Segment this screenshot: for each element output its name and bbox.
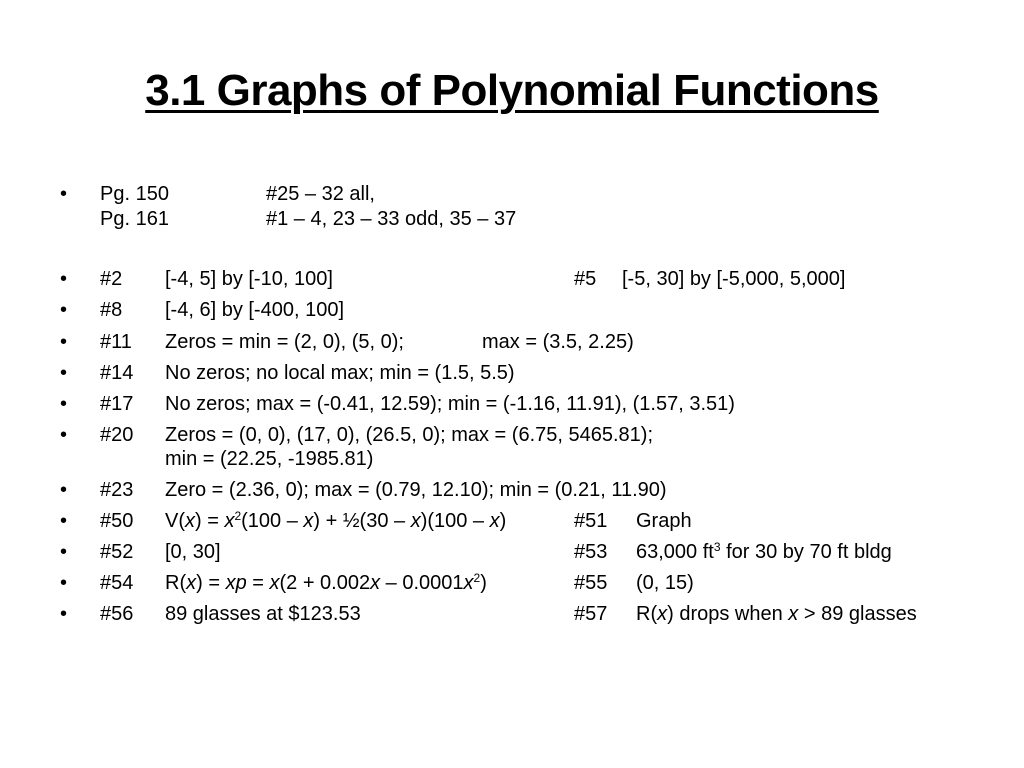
bullet-icon: • <box>60 362 68 384</box>
revenue-statement: R(x) drops when x > 89 glasses <box>636 603 917 625</box>
problem-answer: 89 glasses at $123.53 <box>165 603 361 625</box>
slide-title: 3.1 Graphs of Polynomial Functions <box>145 66 879 115</box>
problem-answer: [-5, 30] by [-5,000, 5,000] <box>622 268 846 290</box>
problem-number: #14 <box>100 362 134 384</box>
bullet-icon: • <box>60 299 68 321</box>
list-item <box>0 360 1024 386</box>
bullet-icon: • <box>60 393 68 415</box>
assignment-problems: #25 – 32 all, <box>266 183 375 205</box>
list-item-continuation <box>0 446 1024 472</box>
problem-number: #8 <box>100 299 123 321</box>
problem-answer: Zero = (2.36, 0); max = (0.79, 12.10); min = (0.21, 11.90) <box>165 479 667 501</box>
problem-answer: Zeros = (0, 0), (17, 0), (26.5, 0); max = (6.75, 5465.81); <box>165 424 654 446</box>
problem-number: #56 <box>100 603 134 625</box>
list-item <box>0 181 1024 207</box>
problem-number: #54 <box>100 572 134 594</box>
list-item <box>0 570 1024 596</box>
problem-answer: [0, 30] <box>165 541 221 563</box>
bullet-icon: • <box>60 479 68 501</box>
list-item <box>0 329 1024 355</box>
list-item <box>0 391 1024 417</box>
revenue-formula: R(x) = xp = $x(2 + 0.002x - 0.0001x^2)$ <box>165 571 487 594</box>
problem-answer: No zeros; no local max; min = (1.5, 5.5) <box>165 362 515 384</box>
list-item <box>0 601 1024 627</box>
problem-answer: [-4, 5] by [-10, 100] <box>165 268 333 290</box>
list-item <box>0 422 1024 448</box>
bullet-icon: • <box>60 572 68 594</box>
bullet-icon: • <box>60 603 68 625</box>
problem-answer: Graph <box>636 510 692 532</box>
volume-answer: 63,000 $ft^3$ for 30 by 70 ft bldg <box>636 540 892 563</box>
problem-number: #51 <box>574 510 608 532</box>
problem-number: #5 <box>574 268 597 290</box>
problem-answer: No zeros; max = (-0.41, 12.59); min = (-1.16, 11.91), (1.57, 3.51) <box>165 393 735 415</box>
bullet-icon: • <box>60 541 68 563</box>
problem-number: #20 <box>100 424 134 446</box>
problem-number: #2 <box>100 268 123 290</box>
problem-answer: (0, 15) <box>636 572 694 594</box>
bullet-icon: • <box>60 268 68 290</box>
problem-number: #55 <box>574 572 608 594</box>
bullet-icon: • <box>60 510 68 532</box>
list-item <box>0 508 1024 534</box>
problem-number: #57 <box>574 603 608 625</box>
assignment-problems: #1 – 4, 23 – 33 odd, 35 – 37 <box>266 208 517 230</box>
bullet-icon: • <box>60 183 68 205</box>
problem-answer: min = (22.25, -1985.81) <box>165 448 374 470</box>
bullet-icon: • <box>60 424 68 446</box>
list-item <box>0 477 1024 503</box>
problem-number: #17 <box>100 393 134 415</box>
problem-answer: Zeros = min = (2, 0), (5, 0); <box>165 331 404 353</box>
problem-number: #11 <box>100 331 132 353</box>
list-item <box>0 539 1024 565</box>
bullet-icon: • <box>60 331 68 353</box>
list-item <box>0 266 1024 292</box>
assignment-page: Pg. 150 <box>100 183 169 205</box>
problem-answer-extra: max = (3.5, 2.25) <box>482 331 634 353</box>
problem-number: #53 <box>574 541 608 563</box>
problem-number: #50 <box>100 510 134 532</box>
problem-number: #52 <box>100 541 134 563</box>
problem-number: #23 <box>100 479 134 501</box>
list-item <box>0 297 1024 323</box>
assignment-page: Pg. 161 <box>100 208 169 230</box>
problem-answer: [-4, 6] by [-400, 100] <box>165 299 344 321</box>
volume-formula: $V(x) = x^2(100 - x)$ + ½(30 – x)(100 – x) <box>165 509 507 532</box>
list-item-continuation <box>0 206 1024 232</box>
